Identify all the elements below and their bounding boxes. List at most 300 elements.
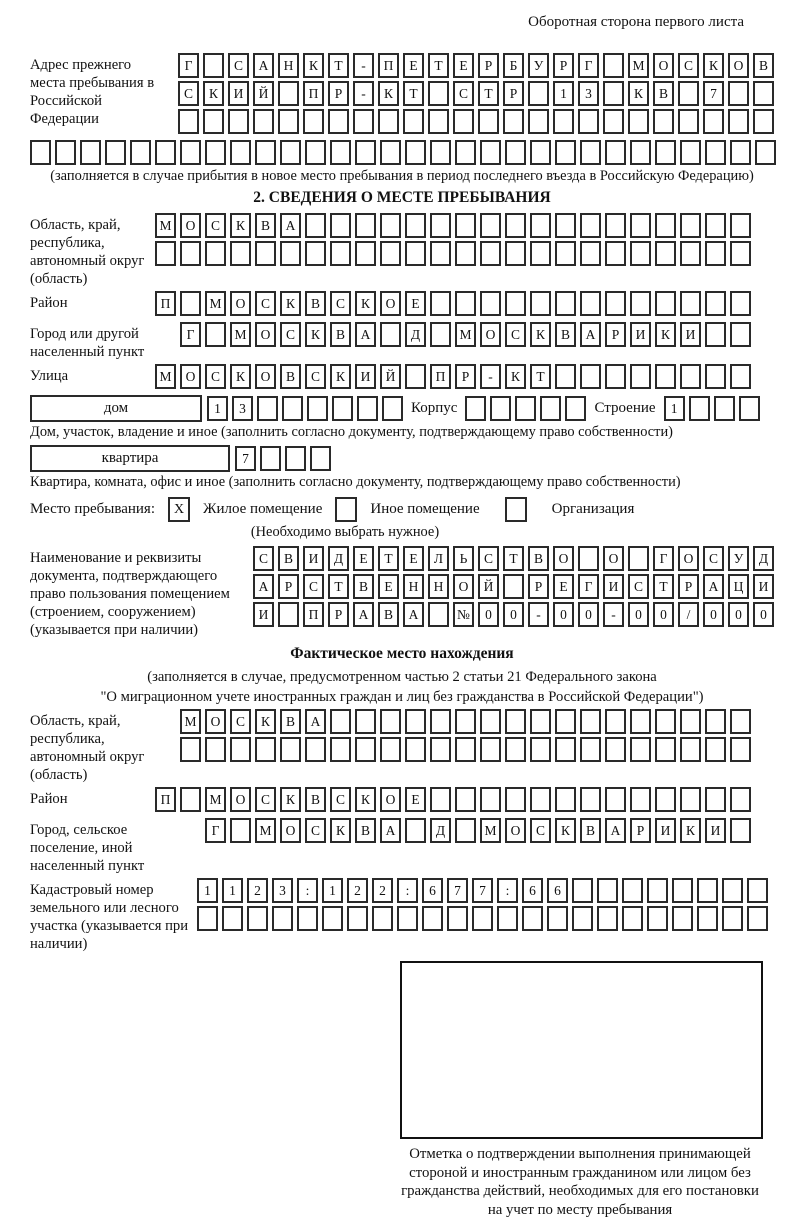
stay-type-option-residential: Жилое помещение	[203, 501, 323, 517]
form-cell	[355, 140, 376, 165]
form-cell: -	[353, 81, 374, 106]
form-cell: О	[653, 53, 674, 78]
form-cell: 2	[347, 878, 368, 903]
form-cell	[203, 109, 224, 134]
form-cell: 6	[422, 878, 443, 903]
form-cell	[653, 109, 674, 134]
form-cell	[355, 213, 376, 238]
form-cell	[603, 81, 624, 106]
house-number-cells	[207, 396, 403, 421]
cadastral-rows	[197, 878, 768, 934]
form-cell	[722, 878, 743, 903]
form-cell	[730, 241, 751, 266]
form-cell	[478, 109, 499, 134]
form-cell: П	[303, 602, 324, 627]
form-cell	[555, 787, 576, 812]
form-cell	[455, 709, 476, 734]
prev-address-label: Адрес прежнего места пребывания в Российской Федерации	[30, 57, 155, 127]
form-cell	[155, 241, 176, 266]
usage-doc-label: Наименование и реквизиты документа, подтверждающего право пользования помещением (строением, сооружением) (указывается при наличии)	[30, 550, 230, 638]
form-cell: М	[480, 818, 501, 843]
form-cell	[505, 241, 526, 266]
form-cell	[328, 109, 349, 134]
form-cell	[307, 396, 328, 421]
form-cell: 0	[478, 602, 499, 627]
prev-address-note: (заполняется в случае прибытия в новое место пребывания в период последнего въезда в Российскую Федерацию)	[50, 168, 754, 184]
form-cell	[580, 291, 601, 316]
form-cell	[403, 109, 424, 134]
form-cell	[572, 906, 593, 931]
form-cell	[257, 396, 278, 421]
form-cell: С	[305, 364, 326, 389]
form-cell	[680, 291, 701, 316]
form-cell: О	[180, 364, 201, 389]
form-cell	[230, 140, 251, 165]
form-cell: 1	[207, 396, 228, 421]
form-cell: 0	[578, 602, 599, 627]
form-cell	[480, 737, 501, 762]
form-cell: М	[205, 291, 226, 316]
form-cell	[547, 906, 568, 931]
form-cell	[680, 213, 701, 238]
actual-region-row-2	[180, 737, 751, 762]
form-cell	[605, 737, 626, 762]
form-cell	[282, 396, 303, 421]
form-cell	[330, 737, 351, 762]
form-cell	[555, 737, 576, 762]
form-cell: И	[603, 574, 624, 599]
stay-type-option-other: Иное помещение	[370, 501, 480, 517]
form-cell: О	[380, 291, 401, 316]
form-cell: М	[155, 364, 176, 389]
form-cell: Е	[353, 546, 374, 571]
form-cell: 2	[247, 878, 268, 903]
form-cell	[455, 818, 476, 843]
form-cell	[347, 906, 368, 931]
actual-city-label: Город, сельское поселение, иной населенный пункт	[30, 822, 145, 874]
form-cell: 7	[472, 878, 493, 903]
form-cell: С	[703, 546, 724, 571]
form-cell	[565, 396, 586, 421]
form-cell	[430, 241, 451, 266]
form-cell: В	[653, 81, 674, 106]
form-cell: Т	[328, 574, 349, 599]
form-cell: В	[278, 546, 299, 571]
form-cell: М	[205, 787, 226, 812]
usage-doc-rows	[253, 546, 774, 630]
form-cell	[332, 396, 353, 421]
form-cell: Е	[378, 574, 399, 599]
form-cell: 7	[703, 81, 724, 106]
stay-type-note: (Необходимо выбрать нужное)	[250, 524, 440, 540]
form-cell: Р	[278, 574, 299, 599]
form-cell: С	[305, 818, 326, 843]
actual-district-row	[155, 787, 751, 812]
form-cell	[505, 291, 526, 316]
form-cell: 1	[664, 396, 685, 421]
form-cell	[253, 109, 274, 134]
stay-type-checkbox-residential: X	[168, 497, 190, 522]
form-cell: Е	[405, 787, 426, 812]
form-cell: М	[455, 322, 476, 347]
form-cell: 3	[578, 81, 599, 106]
form-cell: -	[480, 364, 501, 389]
form-cell: С	[253, 546, 274, 571]
form-cell	[703, 109, 724, 134]
form-cell: А	[580, 322, 601, 347]
form-cell: К	[355, 291, 376, 316]
form-cell	[647, 878, 668, 903]
form-cell: 7	[447, 878, 468, 903]
form-cell	[530, 709, 551, 734]
form-cell	[680, 364, 701, 389]
form-cell: -	[603, 602, 624, 627]
form-cell	[205, 241, 226, 266]
form-cell: О	[255, 322, 276, 347]
form-cell	[430, 787, 451, 812]
form-cell: И	[630, 322, 651, 347]
form-cell	[730, 818, 751, 843]
form-cell	[405, 241, 426, 266]
prev-address-row-1	[178, 53, 774, 78]
form-cell	[255, 140, 276, 165]
form-cell: Д	[430, 818, 451, 843]
form-cell: И	[753, 574, 774, 599]
form-cell	[480, 291, 501, 316]
korpus-label: Корпус	[411, 400, 458, 416]
house-row	[30, 395, 774, 422]
form-cell	[205, 322, 226, 347]
form-cell	[305, 241, 326, 266]
actual-region-rows	[180, 709, 751, 765]
actual-region-label: Область, край, республика, автономный округ (область)	[30, 713, 145, 783]
form-cell	[503, 109, 524, 134]
form-cell	[655, 213, 676, 238]
city-field	[30, 322, 774, 361]
form-cell: К	[280, 291, 301, 316]
form-cell	[230, 241, 251, 266]
form-cell	[580, 241, 601, 266]
form-cell: Г	[180, 322, 201, 347]
form-cell: О	[553, 546, 574, 571]
form-cell	[405, 213, 426, 238]
form-cell: С	[255, 291, 276, 316]
form-cell: Г	[205, 818, 226, 843]
form-cell	[278, 81, 299, 106]
form-cell: К	[303, 53, 324, 78]
form-cell	[330, 241, 351, 266]
form-cell: М	[628, 53, 649, 78]
form-cell	[430, 213, 451, 238]
form-cell	[490, 396, 511, 421]
form-cell	[697, 878, 718, 903]
form-cell: С	[228, 53, 249, 78]
form-cell: А	[380, 818, 401, 843]
form-cell: Д	[405, 322, 426, 347]
actual-location-note-1: (заполняется в случае, предусмотренном частью 2 статьи 21 Федерального закона	[147, 669, 657, 685]
form-cell	[739, 396, 760, 421]
form-cell	[203, 53, 224, 78]
form-cell: Н	[278, 53, 299, 78]
form-cell: /	[678, 602, 699, 627]
form-cell: 0	[753, 602, 774, 627]
form-cell	[405, 709, 426, 734]
form-cell: К	[703, 53, 724, 78]
form-cell	[572, 878, 593, 903]
form-cell: В	[280, 364, 301, 389]
form-cell: В	[528, 546, 549, 571]
form-cell	[530, 291, 551, 316]
form-cell: С	[453, 81, 474, 106]
form-cell	[180, 737, 201, 762]
form-cell: С	[280, 322, 301, 347]
form-cell: Р	[328, 81, 349, 106]
form-cell	[597, 906, 618, 931]
form-cell	[630, 737, 651, 762]
form-cell	[222, 906, 243, 931]
form-cell: К	[255, 709, 276, 734]
form-cell	[730, 709, 751, 734]
form-cell: К	[505, 364, 526, 389]
region-field	[30, 213, 774, 288]
form-cell	[630, 213, 651, 238]
form-cell: В	[378, 602, 399, 627]
form-cell	[515, 396, 536, 421]
form-cell: 0	[653, 602, 674, 627]
form-cell	[230, 818, 251, 843]
form-cell	[480, 213, 501, 238]
header-note: Оборотная сторона первого листа	[528, 14, 744, 30]
form-cell: №	[453, 602, 474, 627]
form-cell	[303, 109, 324, 134]
region-row-2	[155, 241, 751, 266]
form-cell	[505, 709, 526, 734]
form-cell	[105, 140, 126, 165]
form-cell	[630, 364, 651, 389]
stay-type-checkbox-organization	[505, 497, 527, 522]
stroenie-cells	[664, 396, 760, 421]
form-cell: М	[180, 709, 201, 734]
form-cell	[528, 81, 549, 106]
apartment-cells	[235, 446, 331, 471]
form-cell	[430, 291, 451, 316]
stay-type-row	[30, 497, 774, 522]
form-cell: Е	[403, 53, 424, 78]
form-cell: С	[205, 213, 226, 238]
form-cell: В	[555, 322, 576, 347]
form-cell: Т	[478, 81, 499, 106]
form-cell: 0	[628, 602, 649, 627]
form-cell: В	[753, 53, 774, 78]
form-cell: Г	[653, 546, 674, 571]
form-cell: С	[330, 291, 351, 316]
form-cell	[380, 213, 401, 238]
form-cell	[730, 787, 751, 812]
form-cell	[405, 737, 426, 762]
form-cell	[730, 140, 751, 165]
form-cell	[730, 322, 751, 347]
form-cell	[453, 109, 474, 134]
form-cell	[380, 737, 401, 762]
form-cell	[728, 109, 749, 134]
confirmation-caption: Отметка о подтверждении выполнения принимающей стороной и иностранным гражданином или лицом без гражданства действий, необходимых для его постановки на учет по месту пребывания	[401, 1146, 759, 1218]
form-cell: А	[605, 818, 626, 843]
form-cell	[730, 291, 751, 316]
city-label: Город или другой населенный пункт	[30, 326, 145, 360]
form-cell: К	[230, 364, 251, 389]
form-cell: С	[330, 787, 351, 812]
form-cell	[622, 878, 643, 903]
form-cell: К	[655, 322, 676, 347]
form-cell	[230, 737, 251, 762]
form-cell	[178, 109, 199, 134]
form-cell	[580, 737, 601, 762]
form-cell: О	[255, 364, 276, 389]
form-cell	[285, 446, 306, 471]
form-cell: К	[628, 81, 649, 106]
form-cell	[689, 396, 710, 421]
actual-city-row	[205, 818, 751, 843]
actual-region-row-1	[180, 709, 751, 734]
form-cell	[372, 906, 393, 931]
street-field	[30, 364, 774, 392]
form-cell: О	[380, 787, 401, 812]
form-cell: Й	[380, 364, 401, 389]
form-cell: 1	[222, 878, 243, 903]
actual-city-field	[30, 818, 774, 875]
form-cell	[755, 140, 776, 165]
form-cell: Р	[528, 574, 549, 599]
form-cell: И	[655, 818, 676, 843]
form-cell: П	[155, 291, 176, 316]
form-cell: С	[478, 546, 499, 571]
form-cell	[455, 291, 476, 316]
form-cell: Н	[428, 574, 449, 599]
form-cell	[472, 906, 493, 931]
district-field	[30, 291, 774, 319]
usage-doc-field	[30, 546, 774, 639]
form-cell	[647, 906, 668, 931]
form-cell	[578, 546, 599, 571]
district-label: Район	[30, 295, 68, 311]
form-cell	[580, 364, 601, 389]
form-cell: У	[728, 546, 749, 571]
form-cell: С	[178, 81, 199, 106]
form-cell: И	[680, 322, 701, 347]
form-cell: Е	[453, 53, 474, 78]
form-cell	[680, 241, 701, 266]
form-cell: Р	[478, 53, 499, 78]
form-cell: Д	[753, 546, 774, 571]
cadastral-row-2	[197, 906, 768, 931]
form-cell: О	[453, 574, 474, 599]
form-cell	[605, 787, 626, 812]
form-cell	[630, 709, 651, 734]
form-cell: Р	[455, 364, 476, 389]
form-cell	[705, 140, 726, 165]
form-cell: Р	[503, 81, 524, 106]
form-cell	[603, 109, 624, 134]
form-cell	[278, 602, 299, 627]
form-cell	[655, 364, 676, 389]
form-cell: В	[280, 709, 301, 734]
form-cell	[753, 81, 774, 106]
form-cell	[380, 140, 401, 165]
form-cell: А	[403, 602, 424, 627]
form-cell: 0	[553, 602, 574, 627]
city-row	[180, 322, 751, 347]
form-cell	[205, 140, 226, 165]
form-cell	[605, 291, 626, 316]
form-cell: А	[355, 322, 376, 347]
form-cell: Й	[253, 81, 274, 106]
form-cell: :	[397, 878, 418, 903]
form-cell	[628, 546, 649, 571]
form-cell	[465, 396, 486, 421]
form-cell	[380, 241, 401, 266]
form-cell	[480, 709, 501, 734]
form-cell: Т	[503, 546, 524, 571]
form-cell: 0	[728, 602, 749, 627]
form-cell: Б	[503, 53, 524, 78]
usage-doc-row-3	[253, 602, 774, 627]
form-cell: О	[480, 322, 501, 347]
section2-title: 2. СВЕДЕНИЯ О МЕСТЕ ПРЕБЫВАНИЯ	[253, 189, 551, 206]
form-cell: П	[430, 364, 451, 389]
form-cell	[630, 241, 651, 266]
form-cell	[505, 140, 526, 165]
actual-location-title: Фактическое место нахождения	[290, 645, 514, 662]
form-cell: К	[330, 818, 351, 843]
form-cell	[330, 213, 351, 238]
form-cell	[280, 241, 301, 266]
stay-type-label: Место пребывания:	[30, 501, 155, 517]
actual-region-field	[30, 709, 774, 784]
form-cell	[553, 109, 574, 134]
form-cell	[705, 364, 726, 389]
form-cell	[480, 140, 501, 165]
form-cell	[530, 737, 551, 762]
form-cell	[455, 241, 476, 266]
form-cell	[447, 906, 468, 931]
form-cell: А	[703, 574, 724, 599]
district-row	[155, 291, 751, 316]
form-cell	[397, 906, 418, 931]
form-cell	[628, 109, 649, 134]
stay-type-option-organization: Организация	[551, 501, 635, 517]
form-cell	[255, 737, 276, 762]
form-cell: Д	[328, 546, 349, 571]
form-cell	[180, 291, 201, 316]
form-cell: Е	[403, 546, 424, 571]
form-cell	[530, 787, 551, 812]
form-cell	[730, 737, 751, 762]
cadastral-row-1	[197, 878, 768, 903]
form-cell: К	[203, 81, 224, 106]
form-cell: 2	[372, 878, 393, 903]
form-cell	[405, 140, 426, 165]
form-cell	[455, 787, 476, 812]
form-cell	[380, 709, 401, 734]
form-cell	[505, 213, 526, 238]
form-cell	[630, 787, 651, 812]
form-cell	[497, 906, 518, 931]
form-cell: К	[530, 322, 551, 347]
form-cell: 6	[522, 878, 543, 903]
form-cell	[430, 737, 451, 762]
form-cell	[605, 364, 626, 389]
form-cell	[705, 291, 726, 316]
